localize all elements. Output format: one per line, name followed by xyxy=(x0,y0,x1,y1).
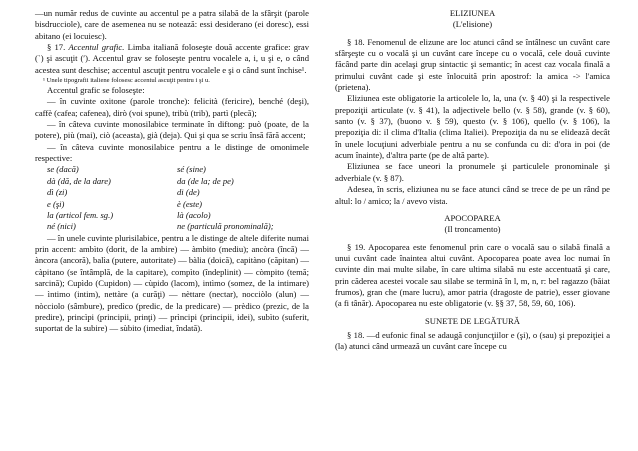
subheading-elisione: (L'elisione) xyxy=(452,19,493,30)
homonym-a: e (şi) xyxy=(47,198,65,209)
section-18 xyxy=(335,37,610,94)
section-19 xyxy=(335,242,610,310)
homonym-b: sé (sine) xyxy=(177,164,206,175)
section-18-sounds-number: § 18. xyxy=(347,329,365,340)
left-column xyxy=(35,8,309,335)
accent-rule-oxitone: — în cuvinte oxitone (parole tronche): felicità (fericire), benché (deşi), caffè (cafea; cafenea), dirò (voi spune), tribù (trib), partì (plecă); xyxy=(35,96,309,118)
homonym-b: è (este) xyxy=(177,198,203,209)
right-column xyxy=(335,8,610,353)
homonym-b: di (de) xyxy=(177,187,200,198)
paragraph-bisdrucciole: —un număr redus de cuvinte au accentul pe a patra silabă de la sfârşit (parole bisdrucciole), care de asemenea nu se notează: essi desiderano (ei doresc), essi abitano (ei locuiesc). xyxy=(35,8,309,41)
section-17-title: Accentul grafic. xyxy=(68,42,125,53)
section-17-text: Limba italiană foloseşte două accente grafice: grav (`) şi ascuţit (′). Accentul grav se foloseşte pentru vocalele a, i, u şi e, o când acestea sunt deschise; accentul ascuţit pentru vocalele e şi o când sunt închise¹. xyxy=(35,42,309,75)
heading-apocoparea: APOCOPAREA xyxy=(444,212,501,223)
section-18-number: § 18. xyxy=(347,36,365,47)
homonym-pair xyxy=(35,164,309,175)
homonym-pair xyxy=(35,221,309,232)
section-19-text: Apocoparea este fenomenul prin care o vocală sau o silabă finală a unui cuvânt cade înaintea altui cuvânt. Apocoparea poate avea loc numai în cuvinte din mai multe silabe, în care ultima silabă nu este accentuată şi care, prin căderea acestei vocale sau silabe se termină în l, m, n, r: bel ragazzo (băiat frumos), gran che (mare lucru), amor patria (dragoste de patrie), esser giovane (a fi tânăr). Apocoparea nu este obligatorie (v. §§ 37, 58, 59, 60, 106). xyxy=(335,241,610,309)
right-page xyxy=(319,0,638,451)
section-18-sounds-text: —d eufonic final se adaugă conjuncţiilor e (şi), o (sau) şi prepoziţiei a (la) atunci când urmează un cuvânt care începe cu xyxy=(335,329,611,352)
elision-pronoun-paragraph: Eliziunea se face uneori la pronumele şi particulele pronominale şi adverbiale (v. § 87). xyxy=(335,161,610,183)
homonym-pair xyxy=(35,187,309,198)
homonym-b: da (de la; de pe) xyxy=(177,175,234,186)
subheading-troncamento: (Il troncamento) xyxy=(444,224,501,235)
heading-eliziunea: ELIZIUNEA xyxy=(449,8,496,18)
accent-usage-intro: Accentul grafic se foloseşte: xyxy=(47,85,145,96)
accent-rule-plurisilabice: — în unele cuvinte plurisilabice, pentru a le distinge de altele diferite numai prin accent: ambìto (dorit, de la ambire) — àmbito (mediu); ancòra (încă) — àncora (ancoră), balìa (putere, autoritate) — bàlia (doică), capitàno (căpitan) — càpitano (se întâmplă, de la capitare), compìto (îndeplinit) — còmpito (temă; sarcină); Cupìdo (Cupidon) — cùpido (lacom), intìmo (somez, de la intimare) — ìntimo (intim), nettàre (a curăţi) — nèttare (nectar), nocciòlo (alun) — nòcciolo (sâmbure), predìco (predic, de la predicare) — prèdico (prezic, de la predire), princìpi (principii, prinţi) — prìncipi (principii, idei), subìto (suferit, suportat de la subire) — sùbito (imediat, îndată). xyxy=(35,232,309,334)
section-18-text: Fenomenul de elizune are loc atunci când se întâlnesc un cuvânt care sfârşeşte cu o vocală şi un cuvânt care începe cu o vocală, cele două cuvinte făcând parte din acelaşi grup sintactic şi semantic; în acest caz vocala finală a primului cuvânt cade şi este înlocuită prin apostrof: la amica -> l'amica (prietena). xyxy=(335,36,610,93)
homonym-pair xyxy=(35,210,309,221)
section-17 xyxy=(35,42,309,76)
homonym-a: dì (zi) xyxy=(47,187,68,198)
homonym-a: dà (dă, de la dare) xyxy=(47,175,111,186)
section-19-number: § 19. xyxy=(347,241,366,252)
homonym-a: la (articol fem. sg.) xyxy=(47,209,114,220)
homonym-pair xyxy=(35,176,309,187)
accent-rule-diftong: — în câteva cuvinte monosilabice terminate în diftong: può (poate, de la potere), più (mai), ciò (aceasta), già (deja). Qui şi qua se scriu însă fără accent; xyxy=(35,119,309,141)
homonym-pair xyxy=(35,199,309,210)
section-18-sounds xyxy=(335,330,610,353)
heading-sunete-legatura: SUNETE DE LEGĂTURĂ xyxy=(425,315,520,326)
homonym-b: ne (particulă pronominală); xyxy=(177,221,274,232)
homonym-a: né (nici) xyxy=(47,221,76,232)
elision-obligatory-paragraph: Eliziunea este obligatorie la articolele lo, la, una (v. § 40) şi la respectivele prepoziţii articulate (v. § 41), la adjectivele bello (v. § 58), grande (v. § 60), santo (v. § 37), (buono v. § 59), questo (v. § 106), quello (v. § 106), la prepoziţia di: il clima d'Italia (clima Italiei). Prepoziţia da nu se elidează decât în unele locuţiuni adverbiale pentru a nu se confunda cu di: d'ora in poi (de acum înainte), d'altra parte (pe de altă parte). xyxy=(335,93,610,161)
elision-line-break-paragraph: Adesea, în scris, eliziunea nu se face atunci când se trece de pe un rând pe altul: lo / amico; la / avevo vista. xyxy=(335,184,610,206)
accent-rule-omonime: — în câteva cuvinte monosilabice pentru a le distinge de omonimele respective: xyxy=(35,141,309,164)
footnote: ¹ Unele tipografii italiene folosesc accentul ascuţit pentru i şi u. xyxy=(43,77,210,85)
homonym-a: se (dacă) xyxy=(47,164,79,175)
homonym-pairs xyxy=(35,164,309,232)
section-17-number: § 17. xyxy=(47,42,66,53)
homonym-b: là (acolo) xyxy=(177,209,211,220)
